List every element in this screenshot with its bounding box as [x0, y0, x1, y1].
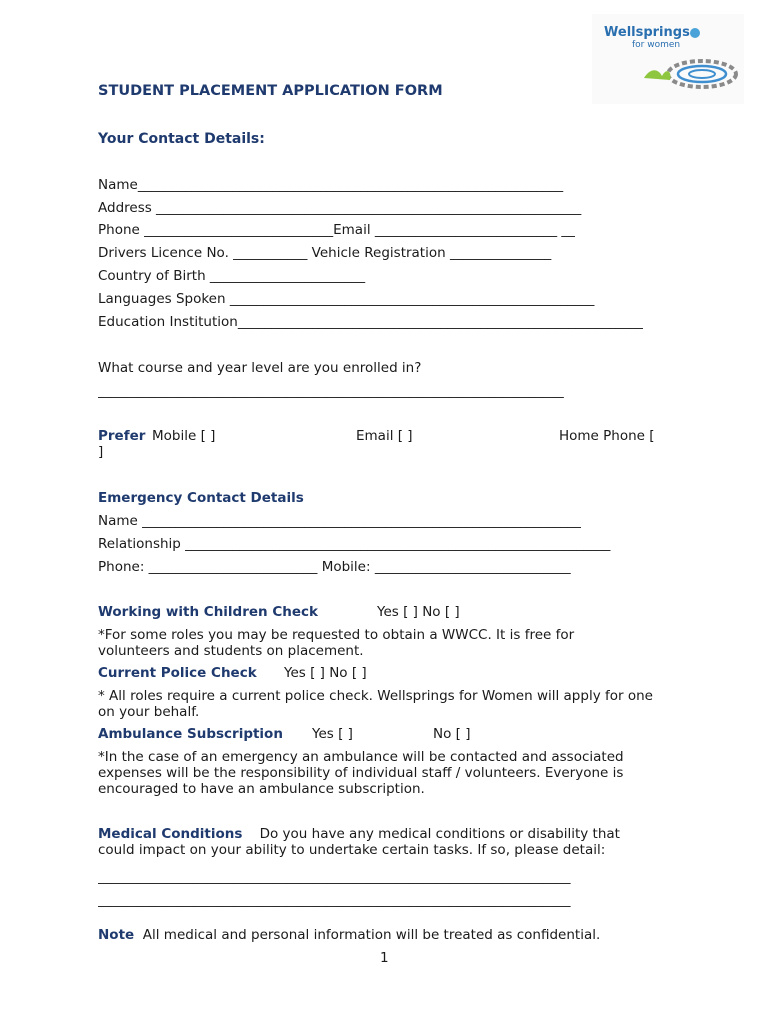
education-institution-field[interactable]: Education Institution____________________________________________________________	[98, 314, 643, 330]
phone-email-field[interactable]: Phone ____________________________Email ___________________________ __	[98, 222, 575, 238]
logo-ripple-icon	[640, 54, 740, 100]
medical-conditions-text: Do you have any medical conditions or disability that could impact on your ability to undertake certain tasks. If so, please detail:	[98, 826, 620, 858]
police-check-heading: Current Police Check	[98, 665, 257, 681]
wwcc-heading: Working with Children Check	[98, 604, 319, 620]
emergency-name-field[interactable]: Name _________________________________________________________________	[98, 513, 581, 529]
police-check-options[interactable]: Yes [ ] No [ ]	[284, 665, 367, 681]
wwcc-options[interactable]: Yes [ ] No [ ]	[377, 604, 460, 620]
police-check-note: * All roles require a current police check. Wellsprings for Women will apply for one on your behalf.	[98, 688, 653, 720]
wwcc-note: *For some roles you may be requested to obtain a WWCC. It is free for volunteers and students on placement.	[98, 627, 575, 659]
emergency-relationship-field[interactable]: Relationship _______________________________________________________________	[98, 536, 611, 552]
logo-drop-icon	[689, 27, 701, 39]
ambulance-note: *In the case of an emergency an ambulance will be contacted and associated expenses will be the responsibility of individual staff / volunteers. Everyone is encouraged to have an ambulance subscription.	[98, 749, 624, 797]
prefer-home-phone-bracket: ]	[98, 444, 104, 460]
prefer-mobile-checkbox[interactable]: Mobile [ ]	[152, 428, 216, 444]
ambulance-yes-checkbox[interactable]: Yes [ ]	[312, 726, 353, 742]
note-block	[98, 927, 600, 943]
address-field[interactable]: Address _______________________________________________________________	[98, 200, 582, 216]
emergency-phone-mobile-field[interactable]: Phone: _________________________ Mobile: _____________________________	[98, 559, 571, 575]
course-question: What course and year level are you enrolled in?	[98, 360, 422, 376]
page-number: 1	[380, 950, 389, 966]
course-answer-field[interactable]: _____________________________________________________________________	[98, 383, 564, 399]
prefer-home-phone-checkbox[interactable]: Home Phone [	[559, 428, 655, 444]
medical-detail-line-2[interactable]: ______________________________________________________________________	[98, 892, 571, 908]
ambulance-no-checkbox[interactable]: No [ ]	[433, 726, 471, 742]
name-field[interactable]: Name_______________________________________________________________	[98, 177, 564, 193]
logo-title: Wellsprings	[604, 25, 690, 40]
prefer-label: Prefer	[98, 428, 146, 444]
organization-logo	[592, 14, 744, 104]
medical-conditions-block	[98, 826, 658, 858]
logo-subtitle: for women	[632, 40, 681, 50]
medical-detail-line-1[interactable]: ______________________________________________________________________	[98, 869, 571, 885]
medical-conditions-heading: Medical Conditions	[98, 826, 243, 842]
contact-details-heading: Your Contact Details:	[98, 131, 265, 147]
note-text: All medical and personal information will be treated as confidential.	[142, 927, 601, 943]
emergency-contact-heading: Emergency Contact Details	[98, 490, 304, 506]
licence-registration-field[interactable]: Drivers Licence No. ___________ Vehicle Registration _______________	[98, 245, 552, 261]
prefer-email-checkbox[interactable]: Email [ ]	[356, 428, 413, 444]
ambulance-heading: Ambulance Subscription	[98, 726, 283, 742]
note-label: Note	[98, 927, 135, 943]
languages-spoken-field[interactable]: Languages Spoken ______________________________________________________	[98, 291, 595, 307]
form-title: STUDENT PLACEMENT APPLICATION FORM	[98, 83, 443, 99]
country-of-birth-field[interactable]: Country of Birth _______________________	[98, 268, 366, 284]
